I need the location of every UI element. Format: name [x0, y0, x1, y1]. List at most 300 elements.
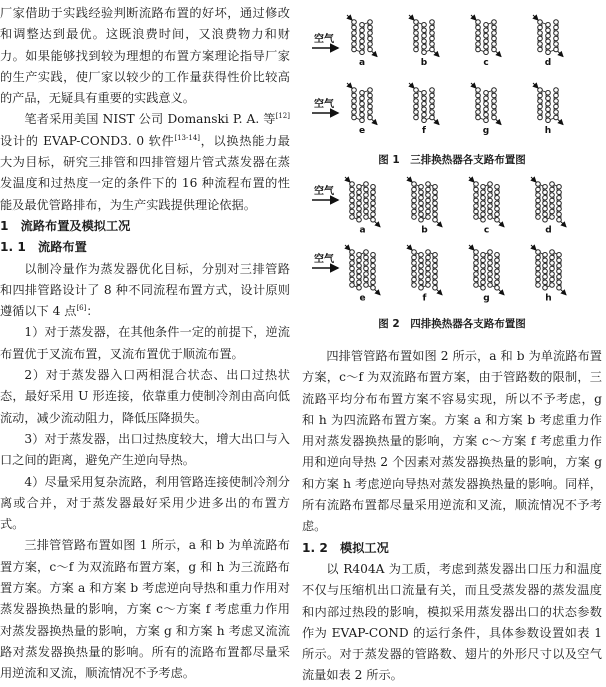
tube — [557, 258, 562, 263]
tube — [433, 184, 438, 189]
citation-6: [6] — [76, 304, 87, 313]
tube — [352, 115, 357, 120]
tube — [546, 33, 551, 38]
tube — [422, 50, 427, 55]
tube — [474, 266, 479, 271]
tube — [360, 33, 365, 38]
tube — [481, 217, 486, 222]
tube — [414, 93, 419, 98]
tube — [481, 190, 486, 195]
tube — [554, 115, 559, 120]
outlet-arrow — [496, 120, 501, 125]
tube — [476, 42, 481, 47]
tube — [352, 31, 357, 36]
principle-item-3: 3）对于蒸发器，出口过热度较大，增大出口与入口之间的距离，避免产生逆向导热。 — [0, 431, 290, 468]
tube — [433, 258, 438, 263]
outlet-arrow — [561, 222, 566, 227]
tube — [364, 182, 369, 187]
tube — [476, 88, 481, 93]
tube — [350, 250, 355, 255]
tube — [419, 201, 424, 206]
tube — [433, 212, 438, 217]
tube — [476, 93, 481, 98]
tube — [492, 110, 497, 115]
air-flow-arrow-row2 — [312, 97, 338, 113]
tube — [419, 212, 424, 217]
panel-label: a — [358, 58, 366, 68]
panel-label: e — [358, 126, 366, 136]
tube — [550, 277, 555, 282]
tube — [412, 204, 417, 209]
tube — [536, 209, 541, 214]
tube — [488, 182, 493, 187]
tube — [474, 272, 479, 277]
tube — [368, 47, 373, 52]
inlet-arrow — [531, 177, 536, 182]
method-text-2: 设计的 EVAP-COND3. 0 软件 — [0, 133, 175, 148]
section-heading-1: 1 流路布置及模拟工况 — [0, 218, 131, 233]
design-text-end: ： — [86, 304, 99, 319]
tube — [357, 190, 362, 195]
tube — [360, 50, 365, 55]
tube — [357, 285, 362, 290]
tube — [352, 20, 357, 25]
inlet-arrow — [345, 177, 350, 182]
tube — [364, 277, 369, 282]
tube — [550, 272, 555, 277]
tube — [426, 261, 431, 266]
tube — [492, 20, 497, 25]
tube — [484, 39, 489, 44]
tube — [481, 269, 486, 274]
tube — [350, 193, 355, 198]
tube — [426, 193, 431, 198]
tube — [554, 31, 559, 36]
tube — [368, 20, 373, 25]
tube — [364, 193, 369, 198]
tube — [412, 261, 417, 266]
tube — [546, 90, 551, 95]
tube — [422, 118, 427, 123]
tube — [412, 193, 417, 198]
tube — [371, 263, 376, 268]
tube — [350, 283, 355, 288]
tube — [433, 252, 438, 257]
tube — [492, 115, 497, 120]
tube — [492, 104, 497, 109]
tube — [368, 99, 373, 104]
tube — [476, 110, 481, 115]
outlet-arrow — [558, 120, 563, 125]
tube — [550, 182, 555, 187]
tube — [357, 217, 362, 222]
outlet-arrow — [561, 290, 566, 295]
tube — [546, 118, 551, 123]
tube — [536, 198, 541, 203]
tube — [414, 115, 419, 120]
tube — [546, 50, 551, 55]
tube — [371, 212, 376, 217]
tube — [554, 88, 559, 93]
tube — [557, 195, 562, 200]
tube — [554, 99, 559, 104]
tube — [364, 209, 369, 214]
tube — [360, 39, 365, 44]
design-paragraph — [0, 259, 290, 323]
tube — [484, 118, 489, 123]
tube — [412, 198, 417, 203]
tube — [368, 115, 373, 120]
tube — [538, 104, 543, 109]
tube — [352, 93, 357, 98]
tube — [557, 280, 562, 285]
three-row-paragraph: 三排管管路布置如图 1 所示，a 和 b 为单流路布置方案，c～f 为双流路布置方案，g 和 h 为三流路布置方案。方案 a 和方案 b 考虑逆向导热和重力作用对蒸发器换热量的影响，方案 c～方案 f 考虑重力作用对蒸发器换热量的影响，方案 g 和方案 h 考虑叉流流路对蒸发器换热量的影响。所有的流路布置都尽量采用逆流和叉流，顺流情况不予考虑。 — [0, 538, 290, 681]
tube — [538, 25, 543, 30]
tube — [476, 47, 481, 52]
tube — [484, 33, 489, 38]
tube — [474, 255, 479, 260]
circuit-panel — [471, 83, 501, 136]
tube — [474, 215, 479, 220]
principle-item-4: 4）尽量采用复杂流路，利用管路连接使制冷剂分离或合并，对于蒸发器最好采用少进多出的布置方式。 — [0, 474, 290, 532]
inlet-arrow — [347, 83, 352, 88]
citation-12: [12] — [275, 112, 290, 121]
tube — [360, 96, 365, 101]
tube — [474, 198, 479, 203]
tube — [536, 250, 541, 255]
figure-2-row-1 — [345, 177, 566, 236]
tube — [488, 272, 493, 277]
section-heading-1-1: 1. 1 流路布置 — [0, 240, 87, 255]
tube — [414, 25, 419, 30]
tube — [357, 201, 362, 206]
tube — [350, 198, 355, 203]
tube — [554, 42, 559, 47]
tube — [536, 204, 541, 209]
tube — [474, 187, 479, 192]
tube — [360, 101, 365, 106]
tube — [557, 285, 562, 290]
tube — [422, 96, 427, 101]
tube — [426, 182, 431, 187]
tube — [430, 93, 435, 98]
tube — [536, 187, 541, 192]
panel-label: c — [483, 58, 489, 68]
tube — [350, 187, 355, 192]
tube — [543, 217, 548, 222]
tube — [543, 263, 548, 268]
tube — [550, 215, 555, 220]
tube — [550, 261, 555, 266]
tube — [433, 285, 438, 290]
tube — [484, 96, 489, 101]
tube — [543, 201, 548, 206]
tube — [484, 28, 489, 33]
tube — [481, 184, 486, 189]
principle-item-1: 1）对于蒸发器，在其他条件一定的前提下，逆流布置优于叉流布置，叉流布置优于顺流布置。 — [0, 325, 290, 361]
tube — [557, 184, 562, 189]
tube — [426, 250, 431, 255]
tube — [488, 255, 493, 260]
inlet-arrow — [409, 83, 414, 88]
tube — [550, 209, 555, 214]
tube — [495, 274, 500, 279]
air-label-2: 空气 — [314, 99, 334, 110]
inlet-arrow — [345, 245, 350, 250]
tube — [481, 285, 486, 290]
panel-label: g — [482, 126, 490, 136]
tube — [543, 258, 548, 263]
tube — [350, 277, 355, 282]
method-paragraph — [0, 109, 290, 215]
tube — [476, 31, 481, 36]
circuit-panel — [531, 177, 566, 236]
tube — [433, 217, 438, 222]
figure-2-diagram — [302, 176, 602, 316]
tube — [557, 217, 562, 222]
tube — [495, 252, 500, 257]
tube — [430, 110, 435, 115]
panel-label: c — [483, 225, 490, 236]
tube — [474, 261, 479, 266]
tube — [492, 42, 497, 47]
tube — [371, 217, 376, 222]
tube — [546, 39, 551, 44]
circuit-panel — [533, 83, 563, 136]
outlet-arrow — [375, 222, 380, 227]
tube — [360, 118, 365, 123]
tube — [414, 110, 419, 115]
tube — [488, 266, 493, 271]
tube — [414, 20, 419, 25]
tube — [414, 88, 419, 93]
tube — [419, 285, 424, 290]
tube — [352, 88, 357, 93]
outlet-arrow — [437, 222, 442, 227]
tube — [371, 190, 376, 195]
tube — [360, 28, 365, 33]
tube — [476, 99, 481, 104]
tube — [495, 195, 500, 200]
tube — [433, 280, 438, 285]
circuit-panel — [409, 15, 439, 68]
outlet-arrow — [375, 290, 380, 295]
tube — [433, 201, 438, 206]
tube — [371, 201, 376, 206]
tube — [426, 209, 431, 214]
tube — [492, 36, 497, 41]
tube — [488, 198, 493, 203]
tube — [543, 269, 548, 274]
tube — [364, 266, 369, 271]
tube — [488, 261, 493, 266]
tube — [488, 209, 493, 214]
tube — [371, 269, 376, 274]
circuit-panel — [347, 83, 377, 136]
panel-label: f — [422, 293, 427, 304]
tube — [426, 204, 431, 209]
tube — [546, 107, 551, 112]
figure-1 — [302, 0, 602, 172]
tube — [492, 93, 497, 98]
circuit-panel — [469, 177, 504, 236]
panel-label: h — [544, 126, 552, 136]
tube — [419, 280, 424, 285]
tube — [538, 93, 543, 98]
outlet-arrow — [496, 52, 501, 57]
outlet-arrow — [372, 52, 377, 57]
tube — [538, 110, 543, 115]
tube — [492, 88, 497, 93]
tube — [412, 283, 417, 288]
tube — [419, 190, 424, 195]
tube — [426, 187, 431, 192]
tube — [430, 99, 435, 104]
inlet-arrow — [531, 245, 536, 250]
inlet-arrow — [469, 177, 474, 182]
tube — [364, 215, 369, 220]
panel-label: d — [544, 58, 552, 68]
tube — [433, 274, 438, 279]
conditions-paragraph: 以 R404A 为工质，考虑到蒸发器出口压力和温度不仅与压缩机出口流量有关，而且受蒸发器的蒸发温度和内部过热段的影响，模拟采用蒸发器出口的状态参数作为 EVAP-COND 的运行条件，具体参数设置如表 1 所示。对于蒸发器的管路数、翅片的外形尺寸以及空气流量如表 2 所示。 — [302, 561, 602, 683]
tube — [350, 255, 355, 260]
tube — [474, 277, 479, 282]
tube — [488, 283, 493, 288]
tube — [350, 182, 355, 187]
tube — [481, 206, 486, 211]
tube — [543, 212, 548, 217]
tube — [538, 115, 543, 120]
tube — [495, 269, 500, 274]
panel-label: b — [421, 225, 428, 236]
tube — [543, 252, 548, 257]
tube — [536, 255, 541, 260]
tube — [484, 50, 489, 55]
principle-item-2: 2）对于蒸发器入口两相混合状态、出口过热状态，最好采用 U 形连接，依靠重力使制冷剂由高向低流动，减少流动阻力，降低压降损失。 — [0, 368, 290, 425]
tube — [412, 182, 417, 187]
tube — [419, 252, 424, 257]
tube — [414, 36, 419, 41]
tube — [357, 280, 362, 285]
tube — [350, 272, 355, 277]
tube — [357, 195, 362, 200]
tube — [550, 187, 555, 192]
tube — [350, 215, 355, 220]
tube — [426, 266, 431, 271]
tube — [476, 25, 481, 30]
tube — [412, 266, 417, 271]
tube — [492, 25, 497, 30]
tube — [554, 20, 559, 25]
panel-label: b — [420, 58, 428, 68]
tube — [543, 195, 548, 200]
tube — [554, 93, 559, 98]
tube — [360, 107, 365, 112]
tube — [430, 25, 435, 30]
tube — [430, 47, 435, 52]
tube — [364, 204, 369, 209]
tube — [357, 252, 362, 257]
tube — [352, 47, 357, 52]
tube — [557, 212, 562, 217]
tube — [495, 285, 500, 290]
air-flow-arrow-row1 — [312, 32, 338, 48]
tube — [368, 31, 373, 36]
tube — [492, 31, 497, 36]
tube — [433, 195, 438, 200]
tube — [495, 206, 500, 211]
tube — [368, 110, 373, 115]
figure-1-caption: 图 1 三排换热器各支路布置图 — [378, 154, 526, 166]
tube — [422, 39, 427, 44]
inlet-arrow — [533, 15, 538, 20]
tube — [474, 209, 479, 214]
tube — [484, 44, 489, 49]
tube — [536, 266, 541, 271]
tube — [419, 263, 424, 268]
tube — [371, 206, 376, 211]
tube — [371, 195, 376, 200]
tube — [419, 258, 424, 263]
tube — [430, 115, 435, 120]
tube — [481, 263, 486, 268]
panel-label: e — [359, 293, 366, 304]
tube — [412, 277, 417, 282]
tube — [350, 266, 355, 271]
circuit-panel — [407, 177, 442, 236]
tube — [419, 184, 424, 189]
air-label-3: 空气 — [314, 186, 334, 197]
tube — [360, 90, 365, 95]
circuit-panel — [347, 15, 377, 68]
outlet-arrow — [434, 120, 439, 125]
tube — [368, 36, 373, 41]
tube — [538, 42, 543, 47]
tube — [474, 193, 479, 198]
circuit-panel — [533, 15, 563, 68]
tube — [414, 47, 419, 52]
tube — [536, 277, 541, 282]
tube — [536, 193, 541, 198]
tube — [557, 252, 562, 257]
tube — [433, 269, 438, 274]
tube — [488, 204, 493, 209]
tube — [538, 20, 543, 25]
tube — [352, 25, 357, 30]
tube — [426, 277, 431, 282]
tube — [426, 215, 431, 220]
tube — [484, 112, 489, 117]
tube — [546, 112, 551, 117]
tube — [433, 190, 438, 195]
tube — [538, 36, 543, 41]
tube — [412, 272, 417, 277]
panel-label: g — [483, 293, 490, 304]
inlet-arrow — [407, 177, 412, 182]
outlet-arrow — [437, 290, 442, 295]
tube — [419, 206, 424, 211]
inlet-arrow — [469, 245, 474, 250]
tube — [495, 201, 500, 206]
tube — [538, 88, 543, 93]
tube — [360, 44, 365, 49]
figure-1-row-2 — [347, 83, 563, 136]
tube — [546, 28, 551, 33]
tube — [414, 99, 419, 104]
tube — [550, 283, 555, 288]
tube — [488, 193, 493, 198]
tube — [426, 283, 431, 288]
